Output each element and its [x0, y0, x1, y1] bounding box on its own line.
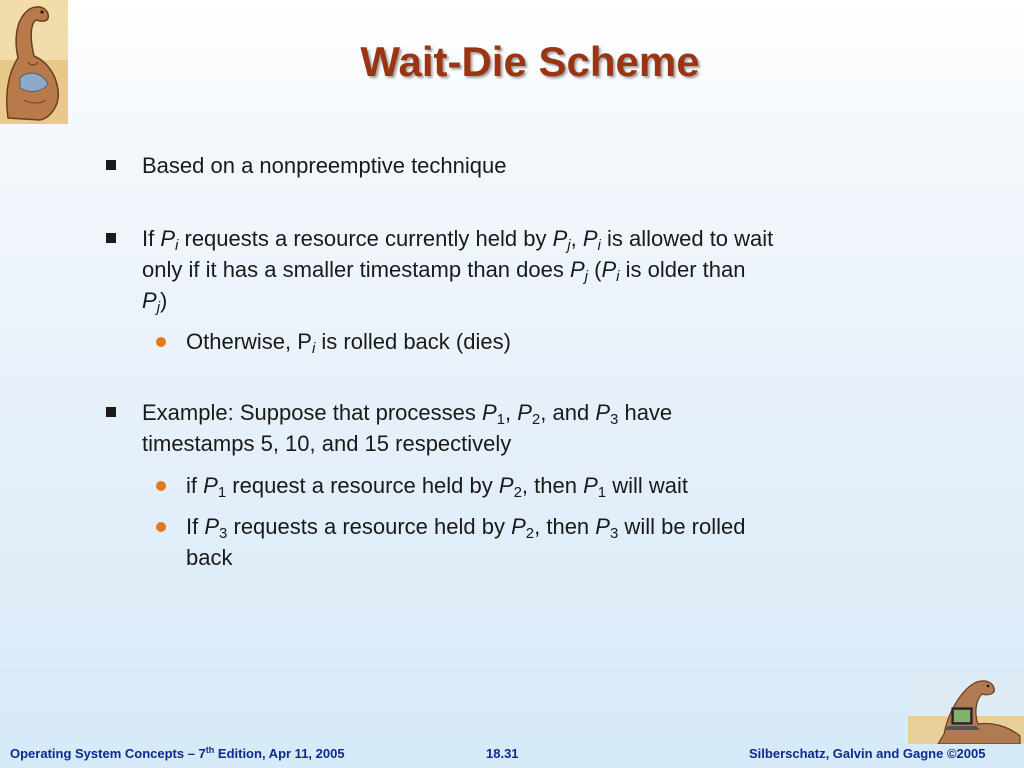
round-bullet-icon — [156, 337, 166, 347]
dinosaur-logo-icon — [0, 0, 68, 124]
bullet-text: Example: Suppose that processes $P_1$, $P_2$, and $P_3$ have timestamps 5, 10, and 15 respectively — [142, 400, 673, 456]
round-bullet-icon — [156, 481, 166, 491]
footer-book-title: Operating System Concepts – 7th Edition, Apr 11, 2005 — [10, 745, 345, 761]
bullet-text: Based on a nonpreemptive technique — [142, 153, 507, 178]
dinosaur-laptop-icon — [908, 672, 1024, 744]
bullet-text: If $P_i$ requests a resource currently held by $P_j$, $P_i$ is allowed to wait only if it has a smaller timestamp than does $P_j$ ($P_i$ is older than $P_j$) — [142, 226, 774, 316]
square-bullet-icon — [106, 233, 116, 243]
footer-copyright: Silberschatz, Galvin and Gagne ©2005 — [749, 746, 986, 761]
square-bullet-icon — [106, 160, 116, 170]
footer-slide-number: 18.31 — [486, 746, 519, 761]
sub-bullet-text: If $P_3$ requests a resource held by $P_2$, then $P_3$ will be rolled back — [186, 514, 746, 570]
square-bullet-icon — [106, 407, 116, 417]
slide-title: Wait-Die Scheme — [360, 38, 700, 85]
sub-bullet-text: if $P_1$ request a resource held by $P_2$, then $P_1$ will wait — [186, 473, 688, 501]
round-bullet-icon — [156, 522, 166, 532]
sub-bullet-text: Otherwise, $P_i$ is rolled back (dies) — [186, 329, 511, 357]
